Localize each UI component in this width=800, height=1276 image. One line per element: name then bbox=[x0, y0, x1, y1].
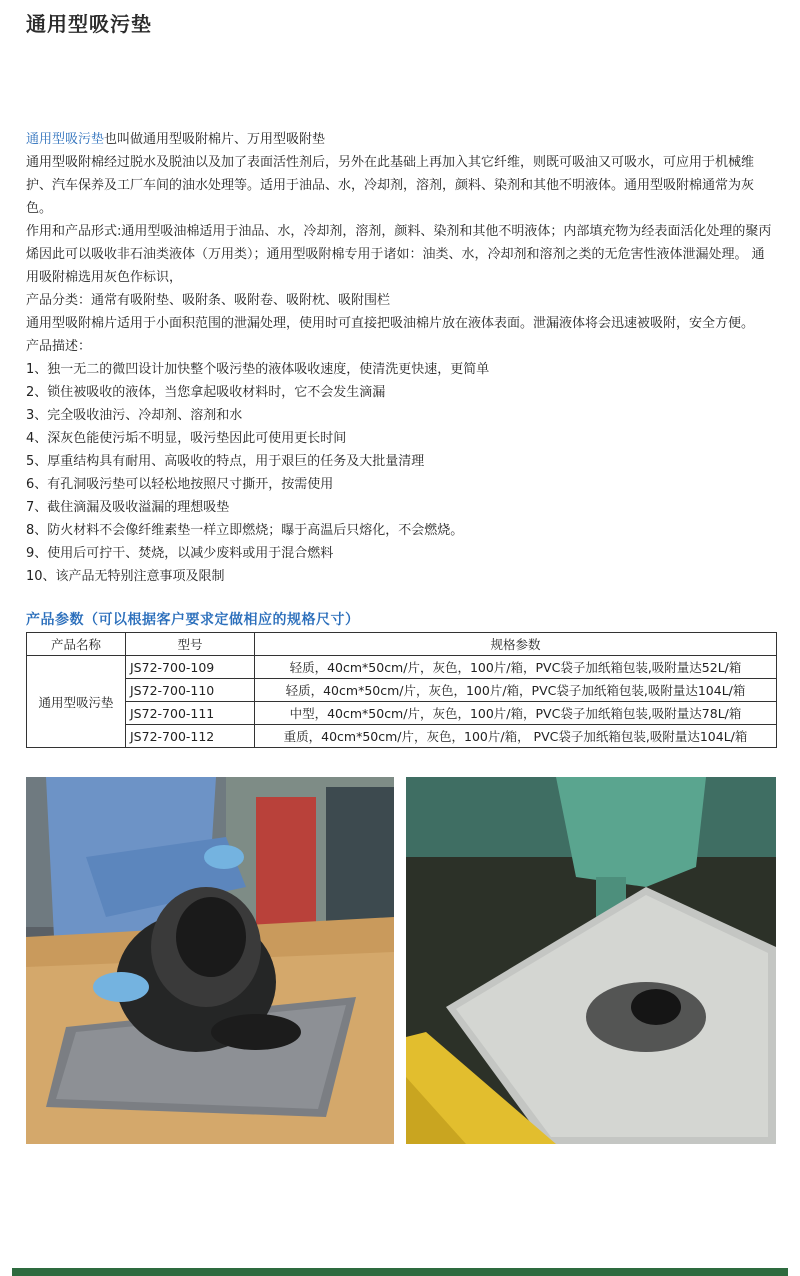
header-product-name: 产品名称 bbox=[27, 633, 126, 656]
spec-cell: 轻质，40cm*50cm/片，灰色，100片/箱，PVC袋子加纸箱包装,吸附量达52L/箱 bbox=[255, 656, 777, 679]
feature-item: 3、完全吸收油污、冷却剂、溶剂和水 bbox=[26, 408, 243, 423]
intro-text bbox=[26, 128, 776, 588]
model-cell: JS72-700-112 bbox=[126, 725, 255, 748]
machine-illustration bbox=[406, 777, 776, 1144]
table-row bbox=[27, 679, 777, 702]
intro-paragraph-2: 通用型吸附棉经过脱水及脱油以及加了表面活性剂后，另外在此基础上再加入其它纤维，则既可吸油又可吸水，可应用于机械维护、汽车保养及工厂车间的油水处理等。适用于油品、水，冷却剂，溶剂，颜料、染剂和其他不明液体。通用型吸附棉通常为灰色。 bbox=[26, 155, 755, 216]
product-link[interactable]: 通用型吸污垫 bbox=[26, 132, 105, 147]
feature-item: 1、独一无二的微凹设计加快整个吸污垫的液体吸收速度，使清洗更快速，更简单 bbox=[26, 362, 490, 377]
intro-line-1: 通用型吸污垫也叫做通用型吸附棉片、万用型吸附垫 bbox=[26, 132, 326, 147]
spec-cell: 轻质，40cm*50cm/片，灰色，100片/箱，PVC袋子加纸箱包装,吸附量达104L/箱 bbox=[255, 679, 777, 702]
header-model: 型号 bbox=[126, 633, 255, 656]
spec-cell: 重质，40cm*50cm/片，灰色，100片/箱， PVC袋子加纸箱包装,吸附量达104L/箱 bbox=[255, 725, 777, 748]
footer-bar bbox=[12, 1268, 788, 1276]
intro-paragraph-4: 产品分类：通常有吸附垫、吸附条、吸附卷、吸附枕、吸附围栏 bbox=[26, 293, 391, 308]
spec-table bbox=[26, 632, 777, 748]
table-row bbox=[27, 702, 777, 725]
description-heading: 产品描述： bbox=[26, 339, 92, 354]
model-cell: JS72-700-111 bbox=[126, 702, 255, 725]
feature-item: 7、截住滴漏及吸收溢漏的理想吸垫 bbox=[26, 500, 230, 515]
feature-item: 9、使用后可拧干、焚烧，以减少废料或用于混合燃料 bbox=[26, 546, 334, 561]
table-row bbox=[27, 656, 777, 679]
params-title: 产品参数（可以根据客户要求定做相应的规格尺寸） bbox=[26, 612, 360, 628]
product-name-cell: 通用型吸污垫 bbox=[27, 656, 126, 748]
spec-cell: 中型，40cm*50cm/片，灰色，100片/箱，PVC袋子加纸箱包装,吸附量达78L/箱 bbox=[255, 702, 777, 725]
feature-item: 4、深灰色能使污垢不明显，吸污垫因此可使用更长时间 bbox=[26, 431, 347, 446]
header-spec: 规格参数 bbox=[255, 633, 777, 656]
feature-item: 10、该产品无特别注意事项及限制 bbox=[26, 569, 225, 584]
model-cell: JS72-700-109 bbox=[126, 656, 255, 679]
feature-item: 5、厚重结构具有耐用、高吸收的特点，用于艰巨的任务及大批量清理 bbox=[26, 454, 425, 469]
feature-item: 6、有孔洞吸污垫可以轻松地按照尺寸撕开，按需使用 bbox=[26, 477, 334, 492]
intro-paragraph-3: 作用和产品形式:通用型吸油棉适用于油品、水，冷却剂，溶剂，颜料、染剂和其他不明液体；内部填充物为经表面活化处理的聚丙烯因此可以吸收非石油类液体（万用类）；通用型吸附棉专用于诸如：油类、水，冷却剂和溶剂之类的无危害性液体泄漏处理。 通用吸附棉选用灰色作标识， bbox=[26, 224, 772, 285]
page-title: 通用型吸污垫 bbox=[26, 12, 152, 36]
machine-photo bbox=[406, 777, 776, 1144]
workshop-photo bbox=[26, 777, 394, 1144]
workshop-illustration bbox=[26, 777, 394, 1144]
intro-paragraph-5: 通用型吸附棉片适用于小面积范围的泄漏处理，使用时可直接把吸油棉片放在液体表面。泄漏液体将会迅速被吸附，安全方便。 bbox=[26, 316, 755, 331]
model-cell: JS72-700-110 bbox=[126, 679, 255, 702]
feature-item: 2、锁住被吸收的液体，当您拿起吸收材料时，它不会发生滴漏 bbox=[26, 385, 386, 400]
feature-item: 8、防火材料不会像纤维素垫一样立即燃烧；曝于高温后只熔化，不会燃烧。 bbox=[26, 523, 464, 538]
table-row bbox=[27, 725, 777, 748]
table-header-row bbox=[27, 633, 777, 656]
